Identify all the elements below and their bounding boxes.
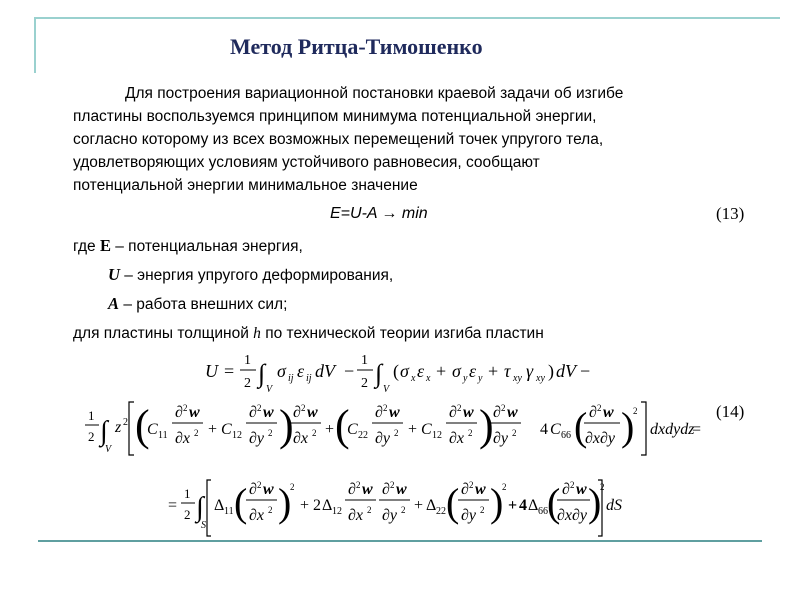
minus-sign: −	[344, 361, 355, 381]
sup-2: 2	[501, 403, 506, 413]
paren-close: )	[588, 480, 602, 525]
delta: Δ	[528, 497, 539, 514]
plus-sign: +	[325, 421, 335, 438]
sub-11: 11	[158, 430, 168, 441]
z-var: z	[115, 419, 122, 436]
sup-2: 2	[312, 428, 317, 438]
sup-2: 2	[401, 505, 406, 515]
sub-xy: xy	[536, 373, 545, 384]
w-var: w	[362, 481, 373, 498]
dy: ∂y	[375, 430, 391, 447]
paren-open: (	[135, 401, 150, 450]
paren-open: (	[234, 480, 248, 525]
formula-u: U	[205, 361, 218, 381]
sub-12: 12	[432, 430, 442, 441]
paragraph-line: потенциальной энергии минимальное значение	[73, 177, 418, 194]
paragraph-line: пластины воспользуемся принципом минимума потенциальной энергии,	[73, 108, 597, 125]
sup-2: 2	[257, 480, 262, 490]
minus-sign: −	[580, 361, 591, 381]
integral-sub-v: V	[383, 384, 390, 395]
dx: ∂x	[249, 507, 265, 524]
sub-66: 66	[561, 430, 571, 441]
sub-xy: xy	[513, 373, 522, 384]
plus-sign: +	[508, 497, 518, 514]
sub-ij: ij	[306, 373, 312, 384]
integral-sign: ∫	[258, 359, 266, 388]
sup-2: 2	[633, 406, 638, 416]
w-var: w	[263, 404, 274, 421]
partial: ∂	[249, 481, 257, 498]
partial: ∂	[382, 481, 390, 498]
sup-2: 2	[301, 403, 306, 413]
frac-one: 1	[184, 486, 191, 501]
dx: ∂x	[449, 430, 465, 447]
w-var: w	[396, 481, 407, 498]
plate-line-after: по технической теории изгиба пластин	[260, 325, 544, 342]
partial: ∂	[589, 404, 597, 421]
four-coef: 4	[519, 497, 527, 514]
partial: ∂	[375, 404, 383, 421]
plus-sign: +	[300, 497, 310, 514]
c-coef: C	[221, 421, 232, 438]
plus-sign: +	[408, 421, 418, 438]
sub-66: 66	[538, 506, 548, 517]
big-bracket-right	[641, 402, 646, 455]
integral-sign: ∫	[196, 492, 204, 523]
four-coef: 4	[540, 421, 548, 438]
partial: ∂	[348, 481, 356, 498]
w-var: w	[189, 404, 200, 421]
sigma: σ	[277, 361, 286, 381]
delta: Δ	[322, 497, 333, 514]
epsilon: ε	[297, 361, 305, 381]
w-var: w	[389, 404, 400, 421]
sup-2: 2	[123, 417, 128, 428]
paragraph-line: удовлетворяющих условиям устойчивого равновесия, сообщают	[73, 154, 540, 171]
dy: ∂y	[249, 430, 265, 447]
sup-2: 2	[383, 403, 388, 413]
frac-one: 1	[88, 408, 95, 423]
dy: ∂y	[382, 507, 398, 524]
dy: ∂y	[461, 507, 477, 524]
paren-close: )	[548, 361, 554, 381]
partial: ∂	[293, 404, 301, 421]
delta: Δ	[214, 497, 225, 514]
sup-2: 2	[600, 482, 605, 492]
sup-2: 2	[194, 428, 199, 438]
sub-x: x	[426, 373, 431, 384]
sup-2: 2	[183, 403, 188, 413]
integral-sign: ∫	[100, 416, 108, 447]
w-var: w	[603, 404, 614, 421]
frac-two: 2	[361, 376, 368, 391]
sub-ij: ij	[288, 373, 294, 384]
partial: ∂	[449, 404, 457, 421]
c-coef: C	[347, 421, 358, 438]
dx: ∂x	[293, 430, 309, 447]
formula-line-2	[85, 401, 701, 455]
definition-a-text: – работа внешних сил;	[119, 296, 288, 313]
frac-one: 1	[361, 353, 368, 368]
sub-22: 22	[436, 506, 446, 517]
symbol-h: h	[253, 325, 261, 342]
w-var: w	[463, 404, 474, 421]
dv: dV	[315, 361, 335, 381]
frac-two: 2	[88, 429, 95, 444]
sub-12: 12	[232, 430, 242, 441]
paren-close: )	[278, 480, 292, 525]
dxdy: ∂x∂y	[557, 507, 588, 524]
delta: Δ	[426, 497, 437, 514]
definition-e-text: – потенциальная энергия,	[110, 238, 303, 255]
paragraph-line: Для построения вариационной постановки краевой задачи об изгибе	[125, 85, 624, 102]
w-var: w	[576, 481, 587, 498]
integral-sign: ∫	[375, 359, 383, 388]
dx: ∂x	[175, 430, 191, 447]
integral-sub-s: S	[201, 520, 206, 531]
sup-2: 2	[502, 482, 507, 492]
sup-2: 2	[469, 480, 474, 490]
sup-2: 2	[268, 505, 273, 515]
integral-sub-v: V	[266, 384, 273, 395]
where-prefix: где	[73, 238, 96, 255]
sup-2: 2	[257, 403, 262, 413]
paren-close: )	[479, 401, 494, 450]
sup-2: 2	[268, 428, 273, 438]
sup-2: 2	[570, 480, 575, 490]
paren-open: (	[574, 404, 588, 449]
formula-eq: =	[224, 361, 235, 381]
epsilon: ε	[417, 361, 425, 381]
sup-2: 2	[597, 403, 602, 413]
sup-2: 2	[468, 428, 473, 438]
formula-eq: =	[168, 497, 178, 514]
sub-22: 22	[358, 430, 368, 441]
symbol-a: A	[108, 294, 120, 313]
sub-y: y	[478, 373, 483, 384]
integral-sub-v: V	[105, 444, 112, 455]
sup-2: 2	[290, 482, 295, 492]
frac-two: 2	[244, 376, 251, 391]
partial: ∂	[249, 404, 257, 421]
big-bracket-left	[207, 480, 211, 536]
equation-13-number: (13)	[716, 204, 745, 223]
plus-sign: +	[414, 497, 424, 514]
w-var: w	[307, 404, 318, 421]
dxdy: ∂x∂y	[585, 430, 616, 447]
partial: ∂	[493, 404, 501, 421]
dv: dV	[556, 361, 576, 381]
partial: ∂	[562, 481, 570, 498]
w-var: w	[475, 481, 486, 498]
c-coef: C	[421, 421, 432, 438]
sup-2: 2	[356, 480, 361, 490]
w-var: w	[263, 481, 274, 498]
dxdydz: dxdydz	[650, 421, 695, 438]
equation-14-number: (14)	[716, 402, 745, 421]
sub-11: 11	[224, 506, 234, 517]
paren-close: )	[279, 401, 294, 450]
sup-2: 2	[480, 505, 485, 515]
bottom-divider	[38, 540, 762, 542]
sigma: σ	[452, 361, 461, 381]
partial: ∂	[461, 481, 469, 498]
plus-sign: +	[436, 361, 447, 381]
dx: ∂x	[348, 507, 364, 524]
frac-one: 1	[244, 353, 251, 368]
plus-sign: +	[208, 421, 218, 438]
slide-title: Метод Ритца-Тимошенко	[230, 34, 483, 59]
sub-x: x	[411, 373, 416, 384]
equation-13: E=U-A → min	[330, 205, 428, 222]
sigma: σ	[400, 361, 409, 381]
c-coef: C	[550, 421, 561, 438]
paren-close: )	[490, 480, 504, 525]
gamma: γ	[526, 361, 534, 381]
formula-eq: =	[692, 421, 702, 438]
sup-2: 2	[512, 428, 517, 438]
plus-sign: +	[488, 361, 499, 381]
partial: ∂	[175, 404, 183, 421]
plate-line-before: для пластины толщиной	[73, 325, 254, 342]
formula-line-3	[168, 480, 622, 536]
sub-y: y	[463, 373, 468, 384]
paren-open: (	[393, 361, 399, 381]
sub-12: 12	[332, 506, 342, 517]
frac-two: 2	[184, 507, 191, 522]
sup-2: 2	[457, 403, 462, 413]
paren-open: (	[446, 480, 460, 525]
c-coef: C	[147, 421, 158, 438]
symbol-u: U	[108, 265, 120, 284]
ds: dS	[606, 497, 622, 514]
w-var: w	[507, 404, 518, 421]
dy: ∂y	[493, 430, 509, 447]
epsilon: ε	[469, 361, 477, 381]
sup-2: 2	[390, 480, 395, 490]
symbol-e: E	[99, 236, 111, 255]
definition-u-text: – энергия упругого деформирования,	[119, 267, 394, 284]
tau: τ	[504, 361, 511, 381]
formula-line-1	[205, 353, 590, 395]
two-coef: 2	[313, 497, 321, 514]
sup-2: 2	[394, 428, 399, 438]
paren-close: )	[621, 404, 635, 449]
big-bracket-left	[129, 402, 134, 455]
sup-2: 2	[367, 505, 372, 515]
paragraph-line: согласно которому из всех возможных перемещений точек упругого тела,	[73, 131, 604, 148]
paren-open: (	[547, 480, 561, 525]
paren-open: (	[335, 401, 350, 450]
